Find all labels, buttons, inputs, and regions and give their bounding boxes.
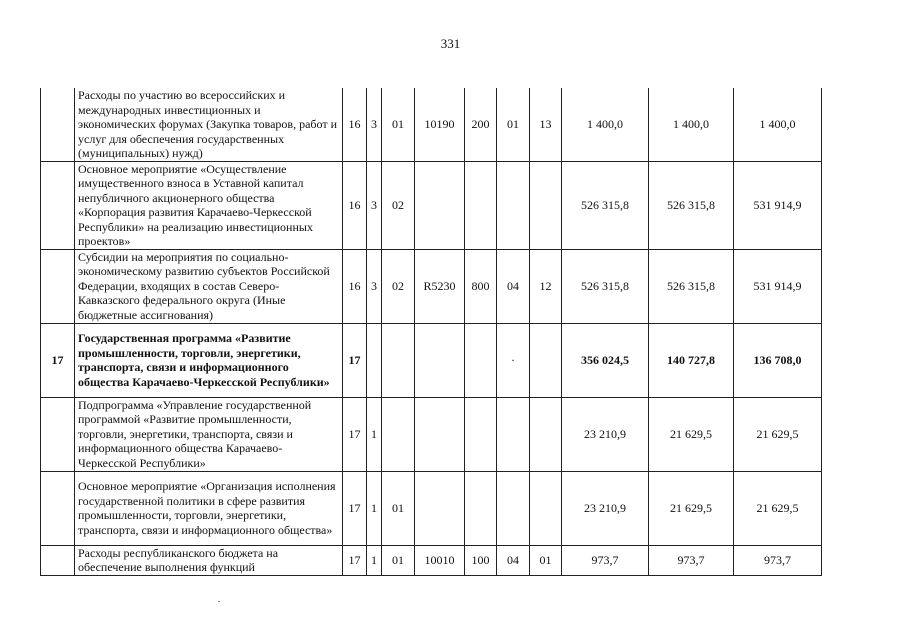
amount-2: 526 315,8 (649, 249, 734, 323)
code-activity: 01 (382, 471, 415, 545)
code-program: 16 (343, 88, 367, 161)
code-direction (415, 161, 465, 249)
code-subprogram: 3 (367, 249, 382, 323)
row-name: Расходы республиканского бюджета на обеспечение выполнения функций (75, 545, 343, 575)
row-name: Основное мероприятие «Организация исполнения государственной политики в сфере развития промышленности, торговли, энергетики, транспорта, связи и информационного общества» (75, 471, 343, 545)
amount-2: 973,7 (649, 545, 734, 575)
amount-1: 1 400,0 (562, 88, 649, 161)
code-program: 17 (343, 397, 367, 471)
amount-3: 531 914,9 (734, 249, 822, 323)
code-expense-type (465, 471, 497, 545)
code-direction: 10010 (415, 545, 465, 575)
row-name: Основное мероприятие «Осуществление имущественного взноса в Уставной капитал непубличного акционерного общества «Корпорация развития Карачаево-Черкесской Республики» на реализацию инвестиционных проектов» (75, 161, 343, 249)
code-subprogram (367, 323, 382, 397)
table-row (41, 161, 822, 249)
amount-3: 531 914,9 (734, 161, 822, 249)
code-section: 04 (497, 545, 530, 575)
code-subsection (530, 471, 562, 545)
code-expense-type: 200 (465, 88, 497, 161)
code-subsection: 01 (530, 545, 562, 575)
code-section: 01 (497, 88, 530, 161)
table-row (41, 249, 822, 323)
row-number (41, 161, 75, 249)
code-subprogram: 1 (367, 545, 382, 575)
row-number (41, 545, 75, 575)
row-number (41, 397, 75, 471)
code-activity: 01 (382, 88, 415, 161)
amount-2: 21 629,5 (649, 471, 734, 545)
table-row (41, 471, 822, 545)
code-expense-type (465, 161, 497, 249)
code-expense-type: 100 (465, 545, 497, 575)
amount-1: 23 210,9 (562, 471, 649, 545)
code-subsection (530, 397, 562, 471)
budget-table (40, 88, 822, 576)
row-name: Расходы по участию во всероссийских и международных инвестиционных и экономических форумах (Закупка товаров, работ и услуг для обеспечения государственных (муниципальных) нужд) (75, 88, 343, 161)
row-number: 17 (41, 323, 75, 397)
table-row (41, 397, 822, 471)
code-activity: 02 (382, 161, 415, 249)
code-expense-type (465, 397, 497, 471)
page-number: 331 (440, 36, 461, 51)
table-row (41, 545, 822, 575)
code-activity: 02 (382, 249, 415, 323)
amount-3: 973,7 (734, 545, 822, 575)
row-name: Государственная программа «Развитие промышленности, торговли, энергетики, транспорта, связи и информационного общества Карачаево-Черкесской Республики» (75, 323, 343, 397)
code-expense-type (465, 323, 497, 397)
code-section: 04 (497, 249, 530, 323)
amount-1: 973,7 (562, 545, 649, 575)
amount-3: 21 629,5 (734, 397, 822, 471)
code-activity (382, 323, 415, 397)
code-direction (415, 323, 465, 397)
code-subsection: 13 (530, 88, 562, 161)
code-section (497, 471, 530, 545)
code-section (497, 397, 530, 471)
code-activity: 01 (382, 545, 415, 575)
row-name: Субсидии на мероприятия по социально-экономическому развитию субъектов Российской Федерации, входящих в состав Северо-Кавказского федерального округа (Иные бюджетные ассигнования) (75, 249, 343, 323)
code-program: 16 (343, 161, 367, 249)
code-subsection (530, 161, 562, 249)
amount-3: 1 400,0 (734, 88, 822, 161)
code-subprogram: 1 (367, 397, 382, 471)
code-expense-type: 800 (465, 249, 497, 323)
code-program: 16 (343, 249, 367, 323)
amount-3: 136 708,0 (734, 323, 822, 397)
amount-3: 21 629,5 (734, 471, 822, 545)
amount-2: 1 400,0 (649, 88, 734, 161)
code-subprogram: 1 (367, 471, 382, 545)
row-name: Подпрограмма «Управление государственной программой «Развитие промышленности, торговли, энергетики, транспорта, связи и информационного общества Карачаево-Черкесской Республики» (75, 397, 343, 471)
code-subprogram: 3 (367, 161, 382, 249)
code-subsection (530, 323, 562, 397)
code-direction (415, 471, 465, 545)
amount-2: 21 629,5 (649, 397, 734, 471)
table-row (41, 323, 822, 397)
amount-2: 526 315,8 (649, 161, 734, 249)
code-direction: R5230 (415, 249, 465, 323)
row-number (41, 471, 75, 545)
code-subsection: 12 (530, 249, 562, 323)
row-number (41, 249, 75, 323)
amount-1: 356 024,5 (562, 323, 649, 397)
code-program: 17 (343, 471, 367, 545)
row-number (41, 88, 75, 161)
table-row (41, 88, 822, 161)
amount-2: 140 727,8 (649, 323, 734, 397)
scan-speck (218, 601, 220, 602)
amount-1: 526 315,8 (562, 161, 649, 249)
amount-1: 526 315,8 (562, 249, 649, 323)
code-program: 17 (343, 545, 367, 575)
code-section (497, 161, 530, 249)
code-direction: 10190 (415, 88, 465, 161)
code-subprogram: 3 (367, 88, 382, 161)
code-direction (415, 397, 465, 471)
code-activity (382, 397, 415, 471)
amount-1: 23 210,9 (562, 397, 649, 471)
code-section: · (497, 323, 530, 397)
code-program: 17 (343, 323, 367, 397)
